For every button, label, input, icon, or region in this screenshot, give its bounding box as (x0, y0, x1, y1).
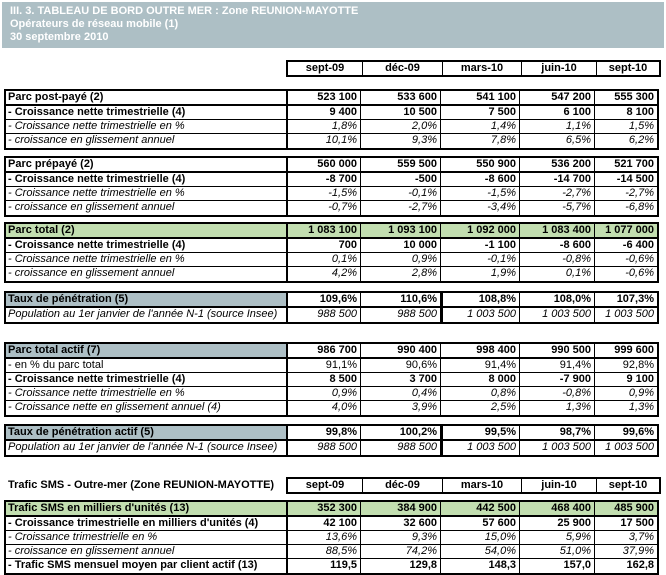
value-cell: 6 100 (519, 106, 594, 119)
value-cell: 8 000 (440, 373, 519, 386)
value-cell: 1 003 500 (594, 441, 657, 455)
row-label: - en % du parc total (8, 359, 104, 371)
value-cell: 110,6% (360, 293, 440, 306)
table-row (6, 359, 657, 373)
value-cell: 550 900 (440, 158, 519, 171)
value-cell: 99,8% (286, 426, 360, 439)
page-subtitle: Opérateurs de réseau mobile (1) (10, 18, 179, 30)
value-cell: 2,5% (440, 401, 519, 415)
value-cell: 384 900 (360, 502, 440, 515)
table-row (6, 91, 657, 106)
value-cell: 999 600 (594, 344, 657, 357)
value-cell: 99,6% (594, 426, 657, 439)
value-cell: 0,1% (286, 253, 360, 266)
value-cell: 9 100 (594, 373, 657, 386)
table-row (6, 134, 657, 148)
row-label: Population au 1er janvier de l'année N-1 (source Insee) (8, 441, 278, 453)
value-cell: 1,8% (286, 120, 360, 133)
value-cell: -6,8% (594, 201, 657, 215)
row-label: - Croissance trimestrielle en milliers d'unités (4) (8, 517, 259, 529)
value-cell: 1 003 500 (440, 308, 519, 322)
row-label: Parc total (2) (8, 224, 75, 236)
value-cell: 998 400 (440, 344, 519, 357)
row-label: - Croissance nette trimestrielle (4) (8, 239, 186, 251)
value-cell: 988 500 (360, 441, 440, 455)
dashboard-table-area (0, 60, 666, 575)
value-cell: 119,5 (286, 559, 360, 573)
value-cell: 3,7% (594, 531, 657, 544)
value-cell: 7,8% (440, 134, 519, 148)
value-cell: 91,4% (440, 359, 519, 372)
table-row (6, 387, 657, 401)
value-cell: -2,7% (360, 201, 440, 215)
value-cell: 0,4% (360, 387, 440, 400)
column-header-row (286, 60, 661, 77)
row-label: Population au 1er janvier de l'année N-1 (source Insee) (8, 308, 278, 320)
value-cell: -2,7% (519, 187, 594, 200)
value-cell: 1 093 100 (360, 224, 440, 237)
value-cell: 108,0% (519, 293, 594, 306)
table-row (6, 531, 657, 545)
value-cell: 15,0% (440, 531, 519, 544)
value-cell: -0,1% (440, 253, 519, 266)
value-cell: 2,0% (360, 120, 440, 133)
value-cell: 1 092 000 (440, 224, 519, 237)
row-label: - Croissance nette trimestrielle (4) (8, 173, 186, 185)
value-cell: 4,2% (286, 267, 360, 281)
row-label: - Croissance nette trimestrielle en % (8, 120, 185, 132)
table-row (6, 545, 657, 559)
value-cell: 51,0% (519, 545, 594, 558)
value-cell: 74,2% (360, 545, 440, 558)
value-cell: -8 600 (440, 173, 519, 186)
value-cell: 100,2% (360, 426, 440, 439)
value-cell: 1 003 500 (519, 441, 594, 455)
value-cell: 547 200 (519, 91, 594, 104)
table-row (6, 308, 657, 322)
value-cell: -6 400 (594, 239, 657, 252)
value-cell: 99,5% (440, 426, 519, 439)
value-cell: 1,9% (440, 267, 519, 281)
table-row (6, 253, 657, 267)
value-cell: 1 077 000 (594, 224, 657, 237)
value-cell: -7 900 (519, 373, 594, 386)
value-cell: -14 700 (519, 173, 594, 186)
table-block-taux-penetration-actif (4, 424, 659, 457)
value-cell: 700 (286, 239, 360, 252)
value-cell: -0,8% (519, 387, 594, 400)
value-cell: -1,5% (286, 187, 360, 200)
value-cell: 523 100 (286, 91, 360, 104)
value-cell: 2,8% (360, 267, 440, 281)
table-row (6, 401, 657, 415)
value-cell: -14 500 (594, 173, 657, 186)
column-header: sept-10 (596, 479, 659, 492)
row-label: - croissance en glissement annuel (8, 134, 175, 146)
value-cell: -3,4% (440, 201, 519, 215)
value-cell: 988 500 (286, 441, 360, 455)
row-label: Parc prépayé (2) (8, 158, 94, 170)
value-cell: 13,6% (286, 531, 360, 544)
row-label: - Croissance nette trimestrielle en % (8, 253, 185, 265)
value-cell: 108,8% (440, 293, 519, 306)
table-row (6, 239, 657, 253)
value-cell: 54,0% (440, 545, 519, 558)
table-block-trafic-sms (4, 500, 659, 575)
value-cell: -500 (360, 173, 440, 186)
value-cell: 1 083 100 (286, 224, 360, 237)
value-cell: 541 100 (440, 91, 519, 104)
table-row (6, 106, 657, 120)
row-label: Taux de pénétration actif (5) (6, 426, 286, 439)
value-cell: 0,9% (286, 387, 360, 400)
value-cell: 990 500 (519, 344, 594, 357)
value-cell: -0,1% (360, 187, 440, 200)
value-cell: 0,1% (519, 267, 594, 281)
page-title: III. 3. TABLEAU DE BORD OUTRE MER : Zone REUNION-MAYOTTE (10, 5, 359, 17)
value-cell: 162,8 (594, 559, 657, 573)
table-row (6, 441, 657, 455)
value-cell: 559 500 (360, 158, 440, 171)
value-cell: 98,7% (519, 426, 594, 439)
value-cell: 10 000 (360, 239, 440, 252)
column-header: sept-10 (596, 62, 659, 75)
value-cell: 42 100 (286, 517, 360, 530)
column-header: mars-10 (442, 479, 521, 492)
value-cell: 468 400 (519, 502, 594, 515)
title-band (2, 2, 664, 48)
value-cell: 5,9% (519, 531, 594, 544)
row-label: Parc post-payé (2) (8, 91, 104, 103)
value-cell: 91,1% (286, 359, 360, 372)
column-header: mars-10 (442, 62, 521, 75)
value-cell: 560 000 (286, 158, 360, 171)
value-cell: 521 700 (594, 158, 657, 171)
value-cell: 148,3 (440, 559, 519, 573)
value-cell: 37,9% (594, 545, 657, 558)
value-cell: 986 700 (286, 344, 360, 357)
value-cell: 1 083 400 (519, 224, 594, 237)
value-cell: 536 200 (519, 158, 594, 171)
value-cell: -0,7% (286, 201, 360, 215)
value-cell: 9,3% (360, 531, 440, 544)
table-block-parc-total (4, 222, 659, 283)
value-cell: 6,5% (519, 134, 594, 148)
table-row (6, 267, 657, 281)
value-cell: 1 003 500 (594, 308, 657, 322)
row-label: - Croissance nette en glissement annuel (4) (8, 401, 221, 413)
value-cell: 7 500 (440, 106, 519, 119)
column-header: sept-09 (305, 62, 345, 74)
value-cell: 1,4% (440, 120, 519, 133)
table-row (6, 187, 657, 201)
value-cell: 9,3% (360, 134, 440, 148)
row-label: Taux de pénétration (5) (6, 293, 286, 306)
column-header: déc-09 (362, 479, 442, 492)
value-cell: 555 300 (594, 91, 657, 104)
row-label: - Croissance nette trimestrielle en % (8, 387, 185, 399)
value-cell: 10,1% (286, 134, 360, 148)
value-cell: -1 100 (440, 239, 519, 252)
value-cell: 10 500 (360, 106, 440, 119)
value-cell: 0,9% (594, 387, 657, 400)
value-cell: 157,0 (519, 559, 594, 573)
value-cell: 990 400 (360, 344, 440, 357)
value-cell: 8 500 (286, 373, 360, 386)
row-label: - Trafic SMS mensuel moyen par client actif (13) (8, 559, 258, 571)
table-row (6, 173, 657, 187)
value-cell: 17 500 (594, 517, 657, 530)
value-cell: 1,3% (594, 401, 657, 415)
value-cell: 9 400 (286, 106, 360, 119)
value-cell: -8 600 (519, 239, 594, 252)
column-header-box (286, 477, 661, 494)
value-cell: 6,2% (594, 134, 657, 148)
table-row (6, 201, 657, 215)
value-cell: 92,8% (594, 359, 657, 372)
table-row (6, 293, 657, 308)
table-block-parc-prepaye (4, 156, 659, 217)
column-header: juin-10 (521, 62, 596, 75)
row-label: - Croissance nette trimestrielle (4) (8, 373, 186, 385)
row-label: - croissance en glissement annuel (8, 267, 175, 279)
value-cell: 1,5% (594, 120, 657, 133)
sms-section-label: Trafic SMS - Outre-mer (Zone REUNION-MAYOTTE) (8, 479, 275, 491)
value-cell: -8 700 (286, 173, 360, 186)
value-cell: 1,1% (519, 120, 594, 133)
value-cell: 3 700 (360, 373, 440, 386)
sms-column-header-row (0, 477, 666, 494)
column-header: juin-10 (521, 479, 596, 492)
value-cell: 988 500 (286, 308, 360, 322)
row-label: - Croissance nette trimestrielle en % (8, 187, 185, 199)
row-label: - croissance en glissement annuel (8, 201, 175, 213)
table-row (6, 373, 657, 387)
value-cell: 8 100 (594, 106, 657, 119)
value-cell: 485 900 (594, 502, 657, 515)
table-row (6, 120, 657, 134)
value-cell: 0,9% (360, 253, 440, 266)
row-label: - Croissance nette trimestrielle (4) (8, 106, 186, 118)
value-cell: 129,8 (360, 559, 440, 573)
value-cell: 107,3% (594, 293, 657, 306)
value-cell: 32 600 (360, 517, 440, 530)
value-cell: 1,3% (519, 401, 594, 415)
table-row (6, 502, 657, 517)
row-label: - Croissance trimestrielle en % (8, 531, 158, 543)
value-cell: 0,8% (440, 387, 519, 400)
row-label: Parc total actif (7) (6, 344, 286, 357)
value-cell: 1 003 500 (440, 441, 519, 455)
table-block-parc-post-paye (4, 89, 659, 150)
value-cell: 109,6% (286, 293, 360, 306)
value-cell: -5,7% (519, 201, 594, 215)
value-cell: 988 500 (360, 308, 440, 322)
report-date: 30 septembre 2010 (10, 31, 109, 43)
value-cell: 533 600 (360, 91, 440, 104)
table-row (6, 344, 657, 359)
table-row (6, 517, 657, 531)
value-cell: 57 600 (440, 517, 519, 530)
value-cell: -0,6% (594, 253, 657, 266)
value-cell: 1 003 500 (519, 308, 594, 322)
value-cell: 4,0% (286, 401, 360, 415)
table-row (6, 224, 657, 239)
table-row (6, 426, 657, 441)
value-cell: 352 300 (286, 502, 360, 515)
row-label: Trafic SMS en milliers d'unités (13) (8, 502, 190, 514)
value-cell: 88,5% (286, 545, 360, 558)
value-cell: -2,7% (594, 187, 657, 200)
value-cell: 90,6% (360, 359, 440, 372)
value-cell: 3,9% (360, 401, 440, 415)
value-cell: 91,4% (519, 359, 594, 372)
value-cell: -0,8% (519, 253, 594, 266)
table-block-parc-total-actif (4, 342, 659, 417)
row-label: - croissance en glissement annuel (8, 545, 175, 557)
table-block-taux-penetration (4, 291, 659, 324)
value-cell: -0,6% (594, 267, 657, 281)
table-row (6, 158, 657, 173)
column-header: déc-09 (362, 62, 442, 75)
column-header: sept-09 (305, 479, 345, 491)
value-cell: 25 900 (519, 517, 594, 530)
value-cell: -1,5% (440, 187, 519, 200)
value-cell: 442 500 (440, 502, 519, 515)
